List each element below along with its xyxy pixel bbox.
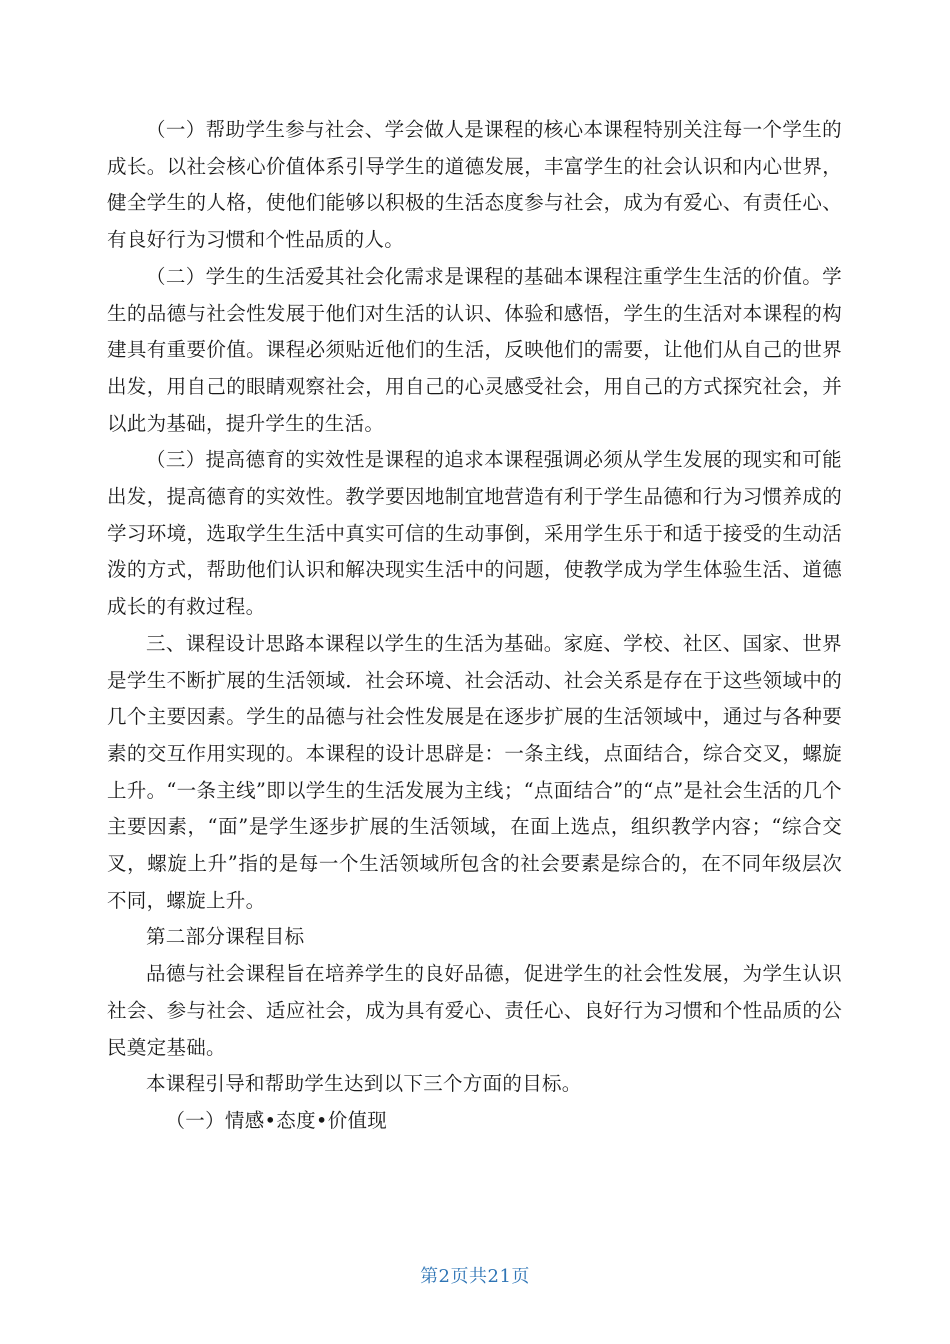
paragraph-core-principle: （一）帮助学生参与社会、学会做人是课程的核心本课程特别关注每一个学生的成长。以社会核心价值体系引导学生的道德发展，丰富学生的社会认识和内心世界，健全学生的人格，使他们能够以积极的生活态度参与社会，成为有爱心、有责任心、有良好行为习惯和个性品质的人。 xyxy=(107,118,842,252)
paragraph-design-approach: 三、课程设计思路本课程以学生的生活为基础。家庭、学校、社区、国家、世界是学生不断扩展的生活领域．社会环境、社会活动、社会关系是存在于这些领域中的几个主要因素。学生的品德与社会性发展是在逐步扩展的生活领域中，通过与各种要素的交互作用实现的。本课程的设计思辟是：一条主线，点面结合，综合交叉，螺旋上升。“一条主线”即以学生的生活发展为主线；“点面结合”的“点”是社会生活的几个主要因素，“面”是学生逐步扩展的生活领域，在面上选点，组织教学内容；“综合交叉，螺旋上升”指的是每一个生活领域所包含的社会要素是综合的，在不同年级层次不同，螺旋上升。 xyxy=(107,631,842,912)
subheading-emotion-attitude-values: （一）情感•态度•价值现 xyxy=(165,1108,388,1132)
section-heading-course-goals: 第二部分课程目标 xyxy=(146,925,305,949)
page-number-footer: 第2页共21页 xyxy=(420,1266,530,1287)
paragraph-three-goals: 本课程引导和帮助学生达到以下三个方面的目标。 xyxy=(146,1072,582,1096)
paragraph-goals-intro: 品德与社会课程旨在培养学生的良好品德，促进学生的社会性发展，为学生认识社会、参与社会、适应社会，成为具有爱心、责任心、良好行为习惯和个性品质的公民奠定基础。 xyxy=(107,962,842,1059)
paragraph-moral-effectiveness: （三）提高德育的实效性是课程的追求本课程强调必须从学生发展的现实和可能出发，提高德育的实效性。教学要因地制宜地营造有利于学生品德和行为习惯养成的学习环境，选取学生生活中真实可信的生动事倒，采用学生乐于和适于接受的生动活泼的方式，帮助他们认识和解决现实生活中的问题，使教学成为学生体验生活、道德成长的有救过程。 xyxy=(107,448,842,619)
document-body xyxy=(107,112,842,1140)
paragraph-life-foundation: （二）学生的生活爱其社会化需求是课程的基础本课程注重学生生活的价值。学生的品德与社会性发展于他们对生活的认识、体验和感悟，学生的生活对本课程的构建具有重要价值。课程必须贴近他们的生活，反映他们的需要，让他们从自己的世界出发，用自己的眼睛观察社会，用自己的心灵感受社会，用自己的方式探究社会，并以此为基础，提升学生的生活。 xyxy=(107,264,842,435)
